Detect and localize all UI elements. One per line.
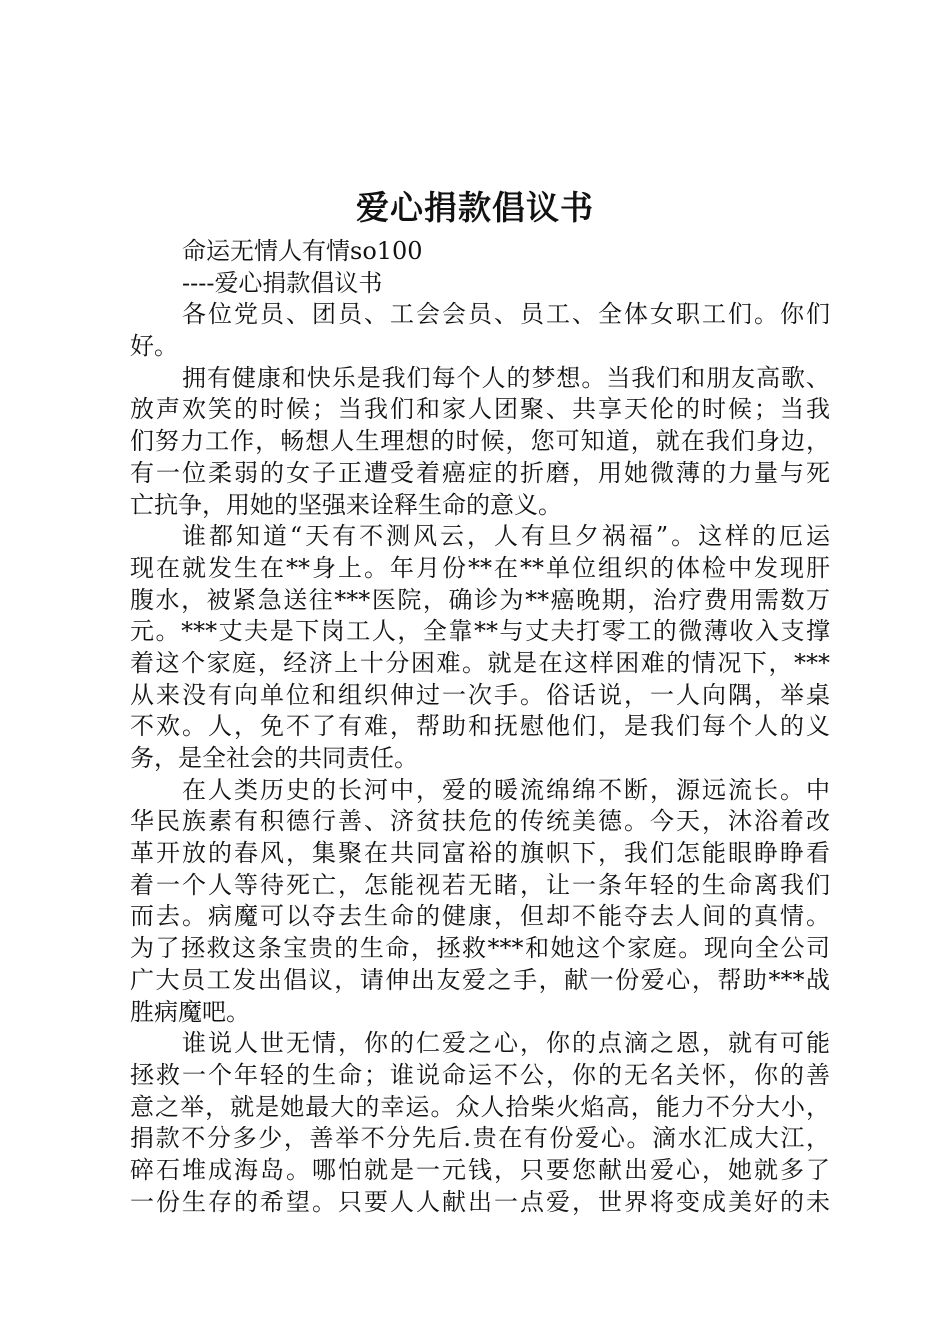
body-line: 好。 [130,332,178,361]
document-body [130,236,830,1218]
body-line: 意之举，就是她最大的幸运。众人拾柴火焰高，能力不分大小， [130,1092,830,1121]
body-line: 谁都知道“天有不测风云，人有旦夕祸福”。这样的厄运 [182,522,830,551]
body-line: 命运无情人有情so100 [182,237,423,265]
body-line: 务，是全社会的共同责任。 [130,744,418,772]
body-line: 有一位柔弱的女子正遭受着癌症的折磨，用她微薄的力量与死 [130,458,830,487]
body-line: 拥有健康和快乐是我们每个人的梦想。当我们和朋友高歌、 [182,363,830,392]
body-line: 碎石堆成海岛。哪怕就是一元钱，只要您献出爱心，她就多了 [130,1155,830,1184]
body-line: 腹水，被紧急送往***医院，确诊为**癌晚期，治疗费用需数万 [130,585,830,614]
body-line: 不欢。人，免不了有难，帮助和抚慰他们，是我们每个人的义 [130,712,830,741]
body-line: 元。***丈夫是下岗工人，全靠**与丈夫打零工的微薄收入支撑 [130,617,830,646]
body-line: 广大员工发出倡议，请伸出友爱之手，献一份爱心，帮助***战 [130,965,830,994]
body-line: 而去。病魔可以夺去生命的健康，但却不能夺去人间的真情。 [130,902,830,931]
body-line: 捐款不分多少，善举不分先后.贵在有份爱心。滴水汇成大江， [130,1124,830,1153]
body-line: 着这个家庭，经济上十分困难。就是在这样困难的情况下，*** [130,648,830,677]
body-line: 们努力工作，畅想人生理想的时候，您可知道，就在我们身边， [130,427,830,456]
body-line: 谁说人世无情，你的仁爱之心，你的点滴之恩，就有可能 [182,1029,830,1058]
body-line: 一份生存的希望。只要人人献出一点爱，世界将变成美好的未 [130,1187,830,1216]
body-line: 为了拯救这条宝贵的生命，拯救***和她这个家庭。现向全公司 [130,934,830,963]
body-line: 着一个人等待死亡，怎能视若无睹，让一条年轻的生命离我们 [130,870,830,899]
body-line: ----爱心捐款倡议书 [182,268,383,297]
body-line: 在人类历史的长河中，爱的暖流绵绵不断，源远流长。中 [182,775,830,804]
body-line: 胜病魔吧。 [130,997,250,1026]
body-line: 拯救一个年轻的生命；谁说命运不公，你的无名关怀，你的善 [130,1060,830,1089]
body-line: 从来没有向单位和组织伸过一次手。俗话说，一人向隅，举桌 [130,680,830,709]
document-title: 爱心捐款倡议书 [356,188,594,227]
body-line: 现在就发生在**身上。年月份**在**单位组织的体检中发现肝 [130,553,830,582]
body-line: 革开放的春风，集聚在共同富裕的旗帜下，我们怎能眼睁睁看 [130,839,830,868]
body-line: 放声欢笑的时候；当我们和家人团聚、共享天伦的时候；当我 [130,395,830,424]
body-line: 华民族素有积德行善、济贫扶危的传统美德。今天，沐浴着改 [130,807,830,836]
body-line: 各位党员、团员、工会会员、员工、全体女职工们。你们 [182,300,830,329]
body-line: 亡抗争，用她的坚强来诠释生命的意义。 [130,490,562,519]
